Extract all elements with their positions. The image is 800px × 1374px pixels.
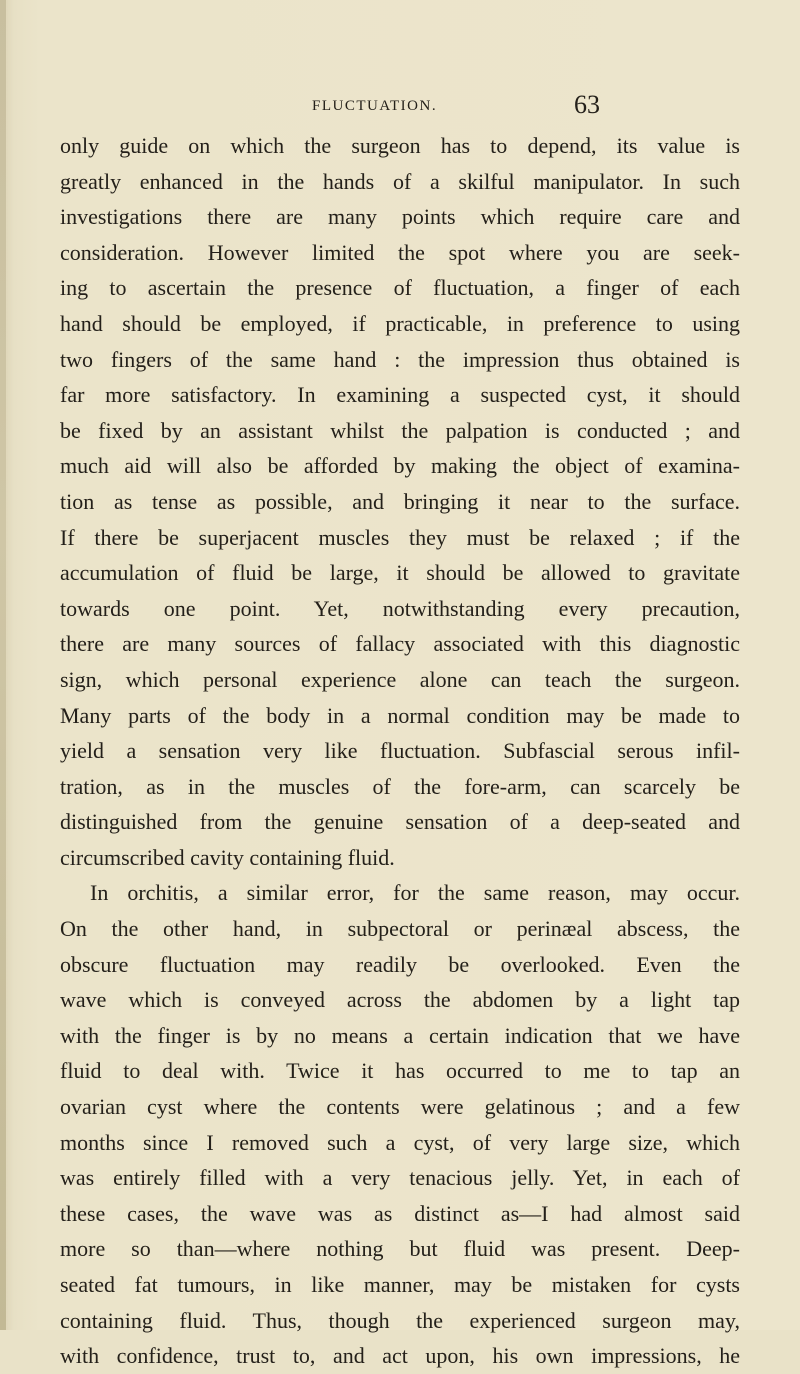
text-line: seated fat tumours, in like manner, may be mistaken for cysts [60, 1272, 740, 1297]
text-line: tion as tense as possible, and bringing it near to the surface. [60, 488, 740, 514]
text-line: tration, as in the muscles of the fore-arm, can scarcely be [60, 773, 740, 799]
text-line: only guide on which the surgeon has to depend, its value is [60, 133, 740, 158]
text-line: far more satisfactory. In examining a suspected cyst, it should [60, 382, 740, 408]
page-number: 63 [574, 90, 600, 119]
text-line: investigations there are many points which require care and [60, 204, 740, 230]
text-line: ovarian cyst where the contents were gelatinous ; and a few [60, 1094, 740, 1120]
text-line: In orchitis, a similar error, for the same reason, may occur. [90, 880, 740, 906]
text-line: with confidence, trust to, and act upon, his own impressions, he [60, 1343, 740, 1369]
text-line: Many parts of the body in a normal condition may be made to [60, 702, 740, 728]
text-line: more so than—where nothing but fluid was present. Deep- [60, 1236, 740, 1262]
text-line: fluid to deal with. Twice it has occurred to me to tap an [60, 1058, 740, 1084]
text-line: sign, which personal experience alone can teach the surgeon. [60, 666, 740, 692]
text-line: distinguished from the genuine sensation of a deep-seated and [60, 809, 740, 835]
text-line: two fingers of the same hand : the impression thus obtained is [60, 346, 740, 372]
text-line: much aid will also be afforded by making the object of examina- [60, 453, 740, 479]
text-line: be fixed by an assistant whilst the palpation is conducted ; and [60, 417, 740, 443]
text-line: towards one point. Yet, notwithstanding every precaution, [60, 595, 740, 621]
page-binding-edge [0, 0, 6, 1330]
text-line: obscure fluctuation may readily be overlooked. Even the [60, 951, 740, 977]
text-line: months since I removed such a cyst, of very large size, which [60, 1129, 740, 1155]
text-line: yield a sensation very like fluctuation. Subfascial serous infil- [60, 738, 740, 764]
text-line: hand should be employed, if practicable, in preference to using [60, 310, 740, 336]
text-line: containing fluid. Thus, though the experienced surgeon may, [60, 1307, 740, 1333]
text-line: On the other hand, in subpectoral or perinæal abscess, the [60, 916, 740, 942]
text-line: greatly enhanced in the hands of a skilful manipulator. In such [60, 168, 740, 194]
text-line: wave which is conveyed across the abdomen by a light tap [60, 987, 740, 1013]
text-line: was entirely filled with a very tenacious jelly. Yet, in each of [60, 1165, 740, 1191]
body-text [60, 128, 740, 1374]
page-header [0, 86, 800, 126]
text-line: circumscribed cavity containing fluid. [60, 844, 395, 870]
text-line: accumulation of fluid be large, it should be allowed to gravitate [60, 560, 740, 586]
text-line: with the finger is by no means a certain indication that we have [60, 1022, 740, 1048]
text-line: If there be superjacent muscles they must be relaxed ; if the [60, 524, 740, 550]
text-line: there are many sources of fallacy associated with this diagnostic [60, 631, 740, 657]
running-head: FLUCTUATION. [312, 98, 438, 114]
text-line: consideration. However limited the spot where you are seek- [60, 239, 740, 265]
text-line: ing to ascertain the presence of fluctuation, a finger of each [60, 275, 740, 301]
text-line: these cases, the wave was as distinct as—I had almost said [60, 1200, 740, 1226]
